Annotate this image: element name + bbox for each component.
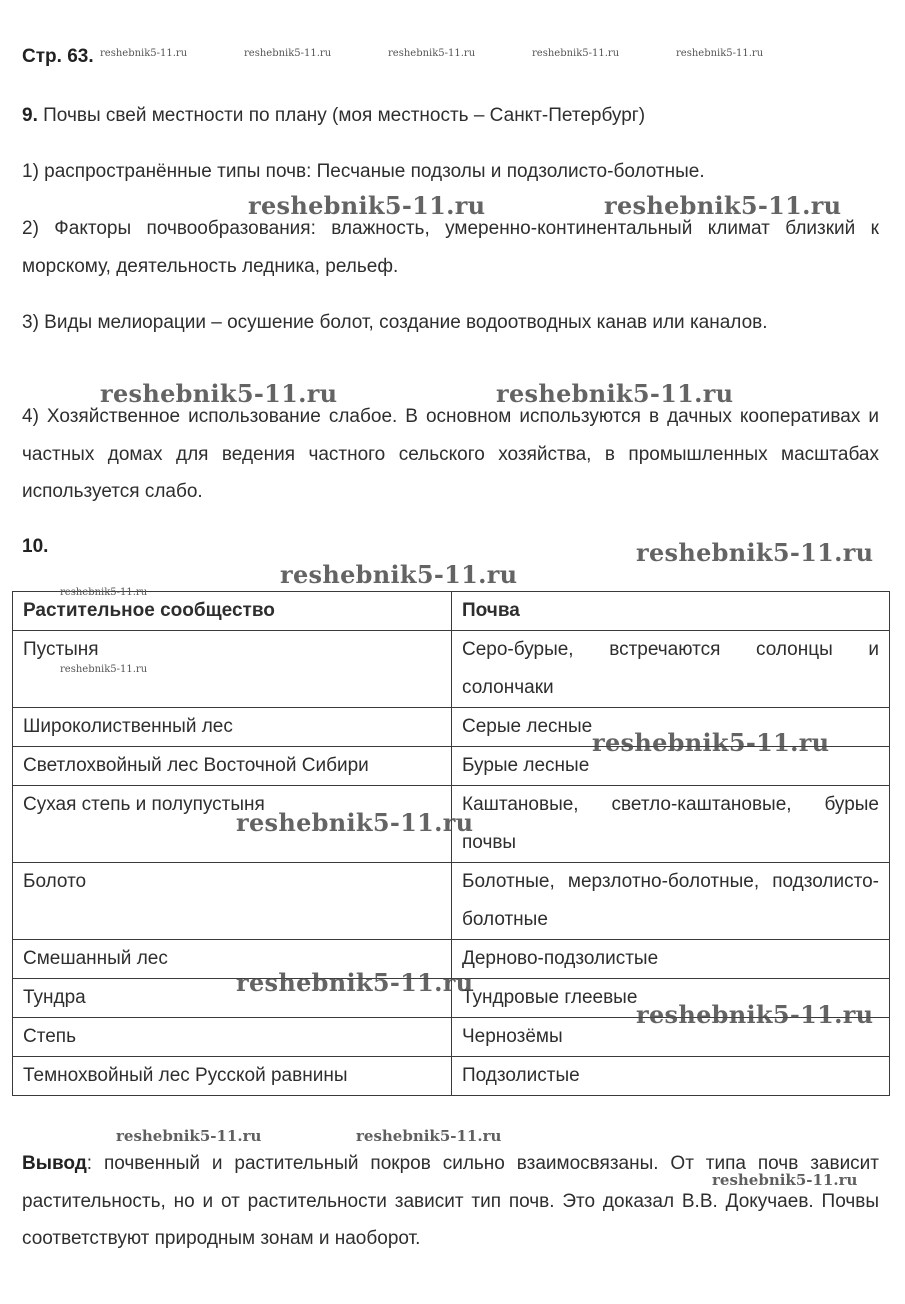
soil-cell: Серые лесные <box>452 708 890 747</box>
page-title: Стр. 63. <box>22 46 94 67</box>
soil-cell: Каштановые, светло-каштановые, бурые почвы <box>452 786 890 863</box>
watermark: reshebnik5-11.ru <box>236 808 474 837</box>
watermark: reshebnik5-11.ru <box>388 48 476 59</box>
watermark: reshebnik5-11.ru <box>636 538 874 567</box>
watermark: reshebnik5-11.ru <box>100 48 188 59</box>
vegetation-cell: Тундра <box>13 979 452 1018</box>
soil-cell: Подзолистые <box>452 1057 890 1096</box>
task-9-item-1: 1) распространённые типы почв: Песчаные подзолы и подзолисто-болотные. <box>22 161 705 182</box>
conclusion-text: : почвенный и растительный покров сильно взаимосвязаны. От типа почв зависит растительность, но и от растительности зависит тип почв. Это доказал В.В. Докучаев. Почвы соответствуют природным зонам и наоборот. <box>22 1153 879 1249</box>
vegetation-cell: Смешанный лес <box>13 940 452 979</box>
task-9-heading <box>22 97 879 135</box>
watermark: reshebnik5-11.ru <box>60 587 148 598</box>
task-9-item-4: 4) Хозяйственное использование слабое. В основном используются в дачных кооперативах и частных домах для ведения частного сельского хозяйства, в промышленных масштабах используется слабо. <box>22 406 879 502</box>
watermark: reshebnik5-11.ru <box>236 968 474 997</box>
watermark: reshebnik5-11.ru <box>592 728 830 757</box>
vegetation-cell: Пустыня <box>13 631 452 708</box>
task-9-item-3: 3) Виды мелиорации – осушение болот, создание водоотводных канав или каналов. <box>22 312 768 333</box>
task-9-item-2: 2) Факторы почвообразования: влажность, умеренно-континентальный климат близкий к морскому, деятельность ледника, рельеф. <box>22 218 879 277</box>
watermark: reshebnik5-11.ru <box>356 1127 502 1145</box>
table-row <box>13 863 890 940</box>
vegetation-cell: Болото <box>13 863 452 940</box>
watermark: reshebnik5-11.ru <box>604 191 842 220</box>
task-10-number: 10. <box>22 536 49 557</box>
soil-cell: Бурые лесные <box>452 747 890 786</box>
watermark: reshebnik5-11.ru <box>636 1000 874 1029</box>
task-9-number: 9. <box>22 105 38 126</box>
watermark: reshebnik5-11.ru <box>532 48 620 59</box>
vegetation-cell: Степь <box>13 1018 452 1057</box>
watermark: reshebnik5-11.ru <box>712 1171 858 1189</box>
watermark: reshebnik5-11.ru <box>60 664 148 675</box>
conclusion-label: Вывод <box>22 1153 87 1174</box>
soil-cell: Дерново-подзолистые <box>452 940 890 979</box>
vegetation-cell: Светлохвойный лес Восточной Сибири <box>13 747 452 786</box>
watermark: reshebnik5-11.ru <box>280 560 518 589</box>
soil-cell: Болотные, мерзлотно-болотные, подзолисто-болотные <box>452 863 890 940</box>
watermark: reshebnik5-11.ru <box>248 191 486 220</box>
watermark: reshebnik5-11.ru <box>496 379 734 408</box>
watermark: reshebnik5-11.ru <box>244 48 332 59</box>
header-vegetation: Растительное сообщество <box>13 592 452 631</box>
header-soil: Почва <box>452 592 890 631</box>
soil-cell: Тундровые глеевые <box>452 979 890 1018</box>
vegetation-cell: Сухая степь и полупустыня <box>13 786 452 863</box>
conclusion-paragraph <box>22 1145 879 1258</box>
vegetation-cell: Широколиственный лес <box>13 708 452 747</box>
watermark: reshebnik5-11.ru <box>116 1127 262 1145</box>
task-9-text: Почвы свей местности по плану (моя местность – Санкт-Петербург) <box>43 105 646 126</box>
soil-cell: Серо-бурые, встречаются солонцы и солончаки <box>452 631 890 708</box>
vegetation-cell: Темнохвойный лес Русской равнины <box>13 1057 452 1096</box>
soil-cell: Чернозёмы <box>452 1018 890 1057</box>
watermark: reshebnik5-11.ru <box>100 379 338 408</box>
table-row <box>13 1057 890 1096</box>
watermark: reshebnik5-11.ru <box>676 48 764 59</box>
